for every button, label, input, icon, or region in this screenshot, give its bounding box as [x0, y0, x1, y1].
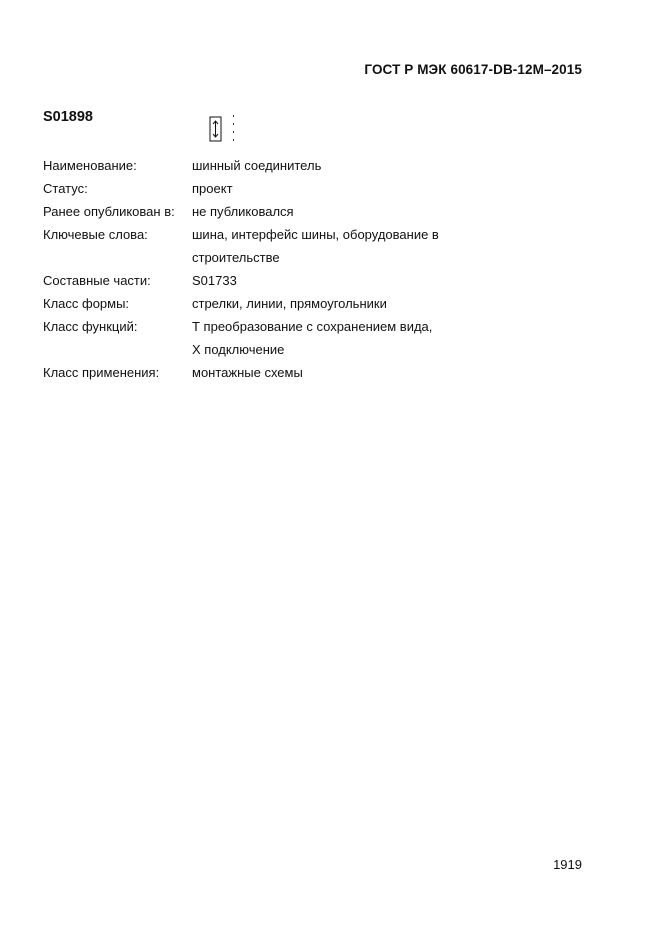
attribute-value-line: не публиковался	[192, 204, 294, 219]
attribute-value	[192, 315, 503, 361]
attribute-value	[192, 269, 503, 292]
attribute-value	[192, 292, 503, 315]
attribute-value	[192, 177, 503, 200]
attribute-label: Ключевые слова:	[43, 227, 148, 242]
attribute-label: Ранее опубликован в:	[43, 204, 175, 219]
attribute-value-line: S01733	[192, 273, 237, 288]
attribute-value	[192, 200, 503, 223]
page-number: 1919	[553, 857, 582, 872]
attribute-value-line: Т преобразование с сохранением вида,	[192, 319, 433, 334]
attribute-row-function-class	[43, 315, 503, 361]
attribute-value-line: шинный соединитель	[192, 158, 322, 173]
attribute-value-line: Х подключение	[192, 342, 285, 357]
attribute-row-name	[43, 154, 503, 177]
attribute-label: Класс функций:	[43, 319, 138, 334]
attribute-label: Статус:	[43, 181, 88, 196]
attribute-row-previously-published	[43, 200, 503, 223]
attribute-value	[192, 154, 503, 177]
attribute-value-line: шина, интерфейс шины, оборудование в	[192, 227, 439, 242]
attribute-row-shape-class	[43, 292, 503, 315]
attribute-label: Составные части:	[43, 273, 151, 288]
attribute-value-line: стрелки, линии, прямоугольники	[192, 296, 387, 311]
attribute-value	[192, 361, 503, 384]
bus-connector-symbol-icon	[209, 114, 241, 146]
attribute-value-line: строительстве	[192, 250, 280, 265]
document-header: ГОСТ Р МЭК 60617-DB-12M–2015	[364, 62, 582, 77]
attribute-row-status	[43, 177, 503, 200]
attribute-row-keywords	[43, 223, 503, 269]
attribute-label: Наименование:	[43, 158, 137, 173]
symbol-attributes	[43, 154, 503, 384]
attribute-value-line: проект	[192, 181, 233, 196]
attribute-label: Класс применения:	[43, 365, 160, 380]
attribute-value	[192, 223, 503, 269]
attribute-row-application-class	[43, 361, 503, 384]
attribute-value-line: монтажные схемы	[192, 365, 303, 380]
attribute-label: Класс формы:	[43, 296, 130, 311]
symbol-id: S01898	[43, 109, 93, 125]
attribute-row-components	[43, 269, 503, 292]
